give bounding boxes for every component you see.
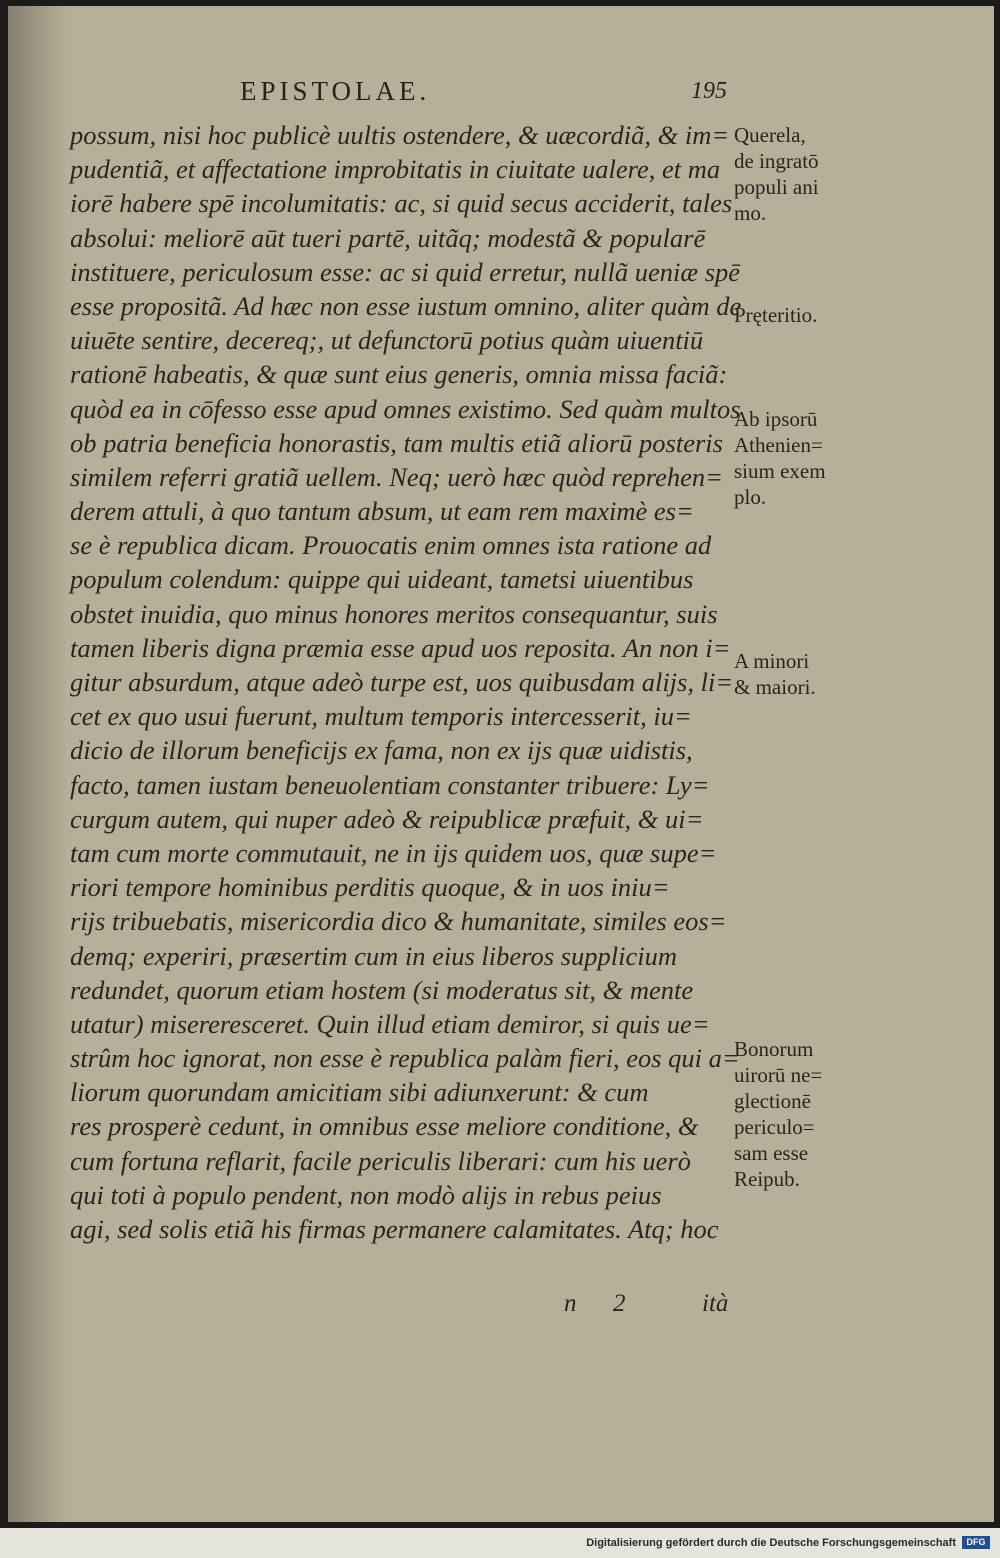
margin-note-line: Reipub.	[734, 1167, 800, 1191]
text-line: facto, tamen iustam beneuolentiam constanter tribuere: Ly=	[70, 769, 710, 800]
text-line: tam cum morte commutauit, ne in ijs quidem uos, quæ supe=	[70, 837, 717, 868]
margin-note-bonorum	[734, 1036, 884, 1192]
margin-note-line: sium exem	[734, 459, 826, 483]
text-line: cum fortuna reflarit, facile periculis liberari: cum his uerò	[70, 1145, 691, 1176]
text-line: possum, nisi hoc publicè uultis ostendere, & uæcordiã, & im=	[70, 120, 730, 150]
text-line: quòd ea in cōfesso esse apud omnes existimo. Sed quàm multos	[70, 393, 741, 424]
margin-note-line: Athenien=	[734, 433, 823, 457]
catchword: ità	[702, 1290, 729, 1317]
text-line: demq; experiri, præsertim cum in eius liberos supplicium	[70, 940, 677, 971]
margin-note-praeteritio	[734, 302, 884, 328]
text-line: similem referri gratiã uellem. Neq; uerò hæc quòd reprehen=	[70, 461, 724, 492]
text-line: ob patria beneficia honorastis, tam multis etiã aliorū posteris	[70, 427, 723, 458]
text-line: obstet inuidia, quo minus honores meritos consequantur, suis	[70, 598, 718, 629]
page-number: 195	[691, 78, 727, 104]
text-line: dicio de illorum beneficijs ex fama, non ex ijs quæ uidistis,	[70, 735, 693, 766]
body-text	[70, 118, 742, 1246]
margin-note-line: de ingratō	[734, 149, 819, 173]
text-line: curgum autem, qui nuper adeò & reipublicæ præfuit, & ui=	[70, 803, 704, 834]
margin-note-line: plo.	[734, 485, 767, 509]
running-head	[8, 76, 994, 110]
text-line: absolui: meliorē aūt tueri partē, uitãq; modestã & popularē	[70, 222, 706, 253]
text-line: populum colendum: quippe qui uideant, tametsi uiuentibus	[70, 564, 694, 595]
text-line: pudentiã, et affectatione improbitatis in ciuitate ualere, et ma	[70, 154, 721, 185]
text-line: tamen liberis digna præmia esse apud uos reposita. An non i=	[70, 632, 731, 663]
margin-note-line: sam esse	[734, 1141, 809, 1165]
text-line: rationē habeatis, & quæ sunt eius generis, omnia missa faciã:	[70, 359, 728, 390]
margin-note-line: Querela,	[734, 123, 806, 147]
signature-number: 2	[613, 1290, 626, 1317]
text-line: riori tempore hominibus perditis quoque, & in uos iniu=	[70, 872, 670, 903]
margin-note-line: uirorū ne=	[734, 1063, 823, 1087]
text-line: se è republica dicam. Prouocatis enim omnes ista ratione ad	[70, 530, 712, 561]
text-line: iorē habere spē incolumitatis: ac, si quid secus acciderit, tales	[70, 188, 733, 219]
text-line: res prosperè cedunt, in omnibus esse meliore conditione, &	[70, 1111, 699, 1142]
margin-note-line: populi ani	[734, 175, 819, 199]
text-line: strûm hoc ignorat, non esse è republica palàm fieri, eos qui a=	[70, 1043, 740, 1074]
signature-letter: n	[564, 1290, 577, 1317]
text-line: uiuēte sentire, decereq;, ut defunctorū potius quàm uiuentiū	[70, 325, 704, 356]
margin-note-line: periculo=	[734, 1115, 815, 1139]
margin-note-line: Bonorum	[734, 1037, 814, 1061]
text-line: cet ex quo usui fuerunt, multum temporis intercesserit, iu=	[70, 701, 692, 732]
text-line: utatur) misereresceret. Quin illud etiam demiror, si quis ue=	[70, 1008, 710, 1039]
text-line: instituere, periculosum esse: ac si quid erretur, nullã ueniæ spē	[70, 256, 741, 287]
book-page	[8, 6, 994, 1522]
margin-note-a-minori	[734, 648, 884, 700]
text-line: esse propositã. Ad hæc non esse iustum omnino, aliter quàm de	[70, 290, 742, 321]
text-line: gitur absurdum, atque adeò turpe est, uos quibusdam alijs, li=	[70, 667, 734, 697]
dfg-logo: DFG	[962, 1536, 990, 1549]
margin-note-athenienses	[734, 406, 884, 510]
margin-note-line: & maiori.	[734, 675, 816, 699]
text-line: liorum quorundam amicitiam sibi adiunxerunt: & cum	[70, 1077, 649, 1108]
footer-bar	[0, 1528, 1000, 1558]
text-line: derem attuli, à quo tantum absum, ut eam rem maximè es=	[70, 496, 694, 527]
text-line: agi, sed solis etiã his firmas permanere calamitates. Atq; hoc	[70, 1214, 719, 1244]
margin-note-line: mo.	[734, 201, 767, 225]
funding-credit: Digitalisierung gefördert durch die Deutsche Forschungsgemeinschaft	[586, 1537, 956, 1549]
text-line: redundet, quorum etiam hostem (si moderatus sit, & mente	[70, 974, 694, 1005]
gutter-shadow	[8, 6, 68, 1522]
text-line: qui toti à populo pendent, non modò alijs in rebus peius	[70, 1179, 662, 1210]
margin-note-line: A minori	[734, 649, 810, 673]
text-line: rijs tribuebatis, misericordia dico & humanitate, similes eos=	[70, 906, 727, 937]
running-title: EPISTOLAE.	[240, 76, 431, 106]
margin-note-line: glectionē	[734, 1089, 811, 1113]
margin-note-line: Ab ipsorū	[734, 407, 818, 431]
margin-note-line: Pręteritio.	[734, 303, 818, 327]
margin-note-querela	[734, 122, 884, 226]
